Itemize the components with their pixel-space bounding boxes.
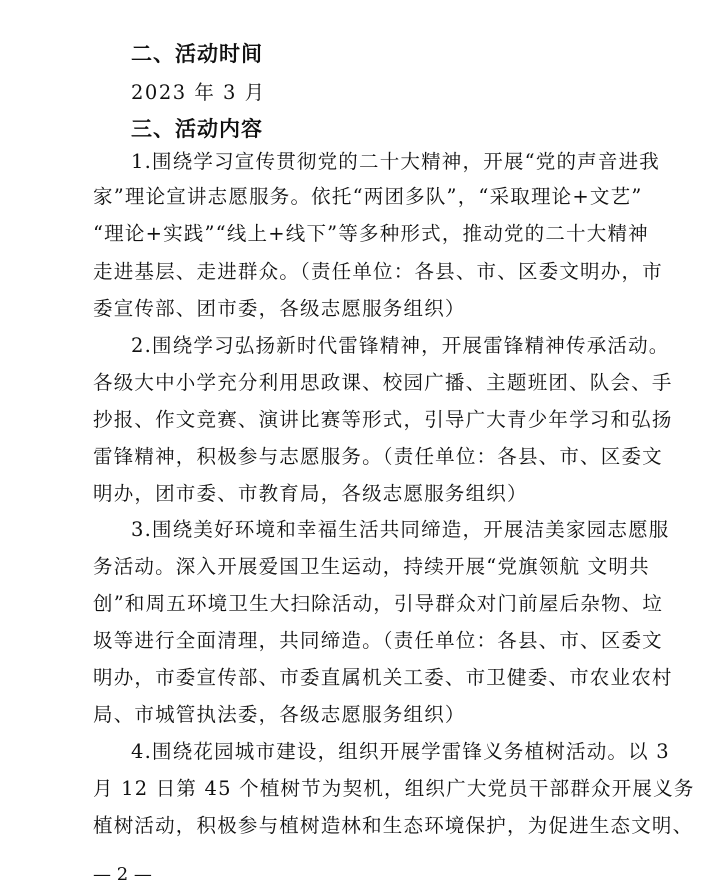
- paragraph-4-line-2: 月 12 日第 45 个植树节为契机，组织广大党员干部群众开展义务: [93, 777, 695, 800]
- paragraph-4-line-3: 植树活动，积极参与植树造林和生态环境保护，为促进生态文明、: [93, 814, 694, 837]
- paragraph-3-line-3: 创”和周五环境卫生大扫除活动，引导群众对门前屋后杂物、垃: [93, 592, 664, 615]
- paragraph-1-line-1: 1.围绕学习宣传贯彻党的二十大精神，开展“党的声音进我: [131, 150, 660, 173]
- section-heading-activity-content: 三、活动内容: [131, 117, 263, 141]
- paragraph-2-line-5: 明办，团市委、市教育局，各级志愿服务组织）: [93, 482, 528, 505]
- paragraph-1-line-4: 走进基层、走进群众。（责任单位：各县、市、区委文明办，市: [93, 260, 663, 283]
- page-number: — 2 —: [93, 864, 152, 885]
- paragraph-2-line-2: 各级大中小学充分利用思政课、校园广播、主题班团、队会、手: [93, 371, 673, 394]
- paragraph-1-line-2: 家”理论宣讲志愿服务。依托“两团多队”，“采取理论+文艺”: [93, 185, 643, 208]
- activity-date: 2023 年 3 月: [131, 81, 266, 104]
- paragraph-3-line-5: 明办，市委宣传部、市委直属机关工委、市卫健委、市农业农村: [93, 666, 673, 689]
- paragraph-2-line-3: 抄报、作文竞赛、演讲比赛等形式，引导广大青少年学习和弘扬: [93, 408, 673, 431]
- paragraph-3-line-6: 局、市城管执法委，各级志愿服务组织）: [93, 703, 466, 726]
- paragraph-2-line-1: 2.围绕学习弘扬新时代雷锋精神，开展雷锋精神传承活动。: [131, 334, 670, 357]
- paragraph-3-line-1: 3.围绕美好环境和幸福生活共同缔造，开展洁美家园志愿服: [131, 518, 670, 541]
- paragraph-3-line-4: 圾等进行全面清理，共同缔造。（责任单位：各县、市、区委文: [93, 629, 663, 652]
- paragraph-2-line-4: 雷锋精神，积极参与志愿服务。（责任单位：各县、市、区委文: [93, 445, 663, 468]
- paragraph-1-line-5: 委宣传部、团市委，各级志愿服务组织）: [93, 297, 466, 320]
- paragraph-3-line-2: 务活动。深入开展爱国卫生运动，持续开展“党旗领航 文明共: [93, 555, 650, 578]
- paragraph-1-line-3: “理论+实践”“线上+线下”等多种形式，推动党的二十大精神: [93, 222, 649, 245]
- section-heading-activity-time: 二、活动时间: [131, 42, 263, 66]
- paragraph-4-line-1: 4.围绕花园城市建设，组织开展学雷锋义务植树活动。以 3: [131, 740, 670, 763]
